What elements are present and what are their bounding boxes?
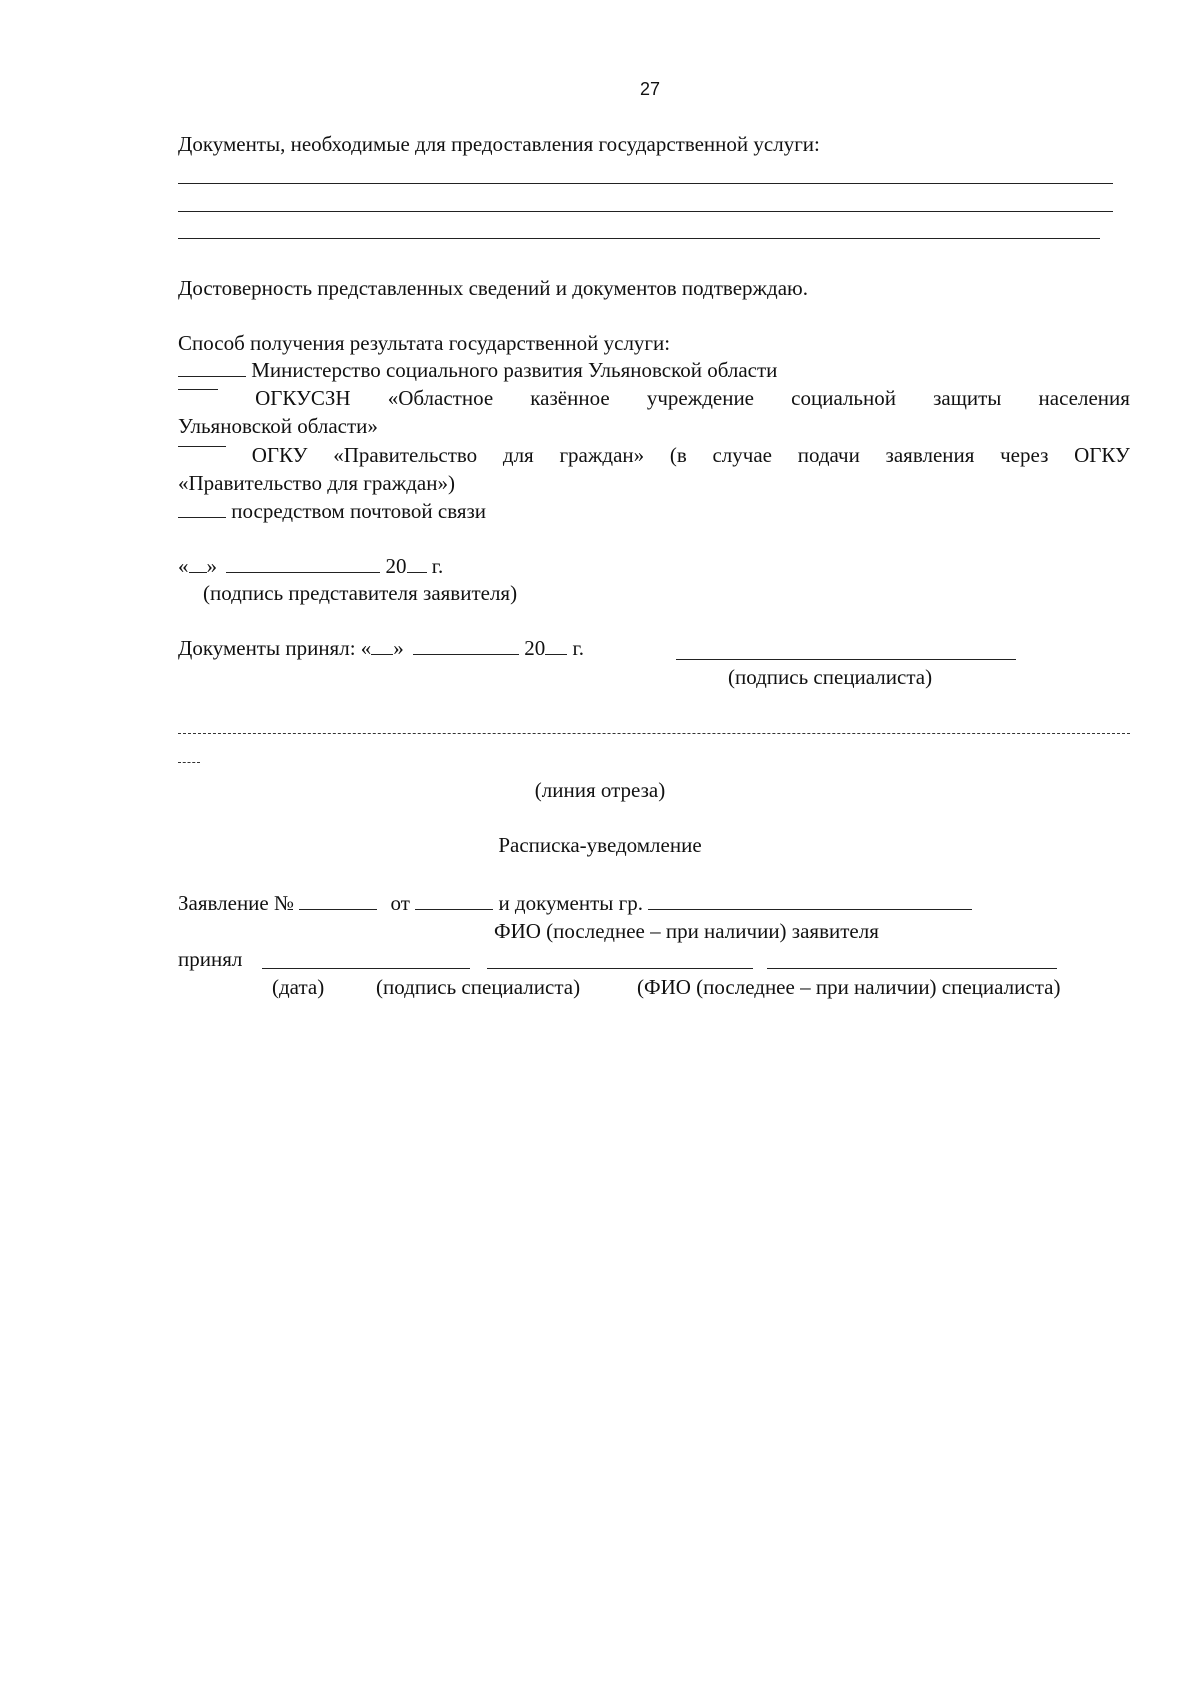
- receipt-application-line: [178, 893, 972, 914]
- accepted-year-blank: [545, 653, 567, 655]
- accepted-quote-close: »: [393, 636, 404, 660]
- accepted-label: Документы принял: «: [178, 636, 372, 660]
- application-from-label: от: [390, 891, 410, 915]
- option-ogkuszn-word: казённое: [530, 386, 610, 410]
- accepted-month-blank: [413, 653, 519, 655]
- method-heading: Способ получения результата государственной услуги:: [178, 331, 671, 355]
- documents-line-1: [178, 183, 1113, 184]
- option-ogku-word: (в: [669, 443, 687, 467]
- option-ogku-word: заявления: [885, 443, 975, 467]
- option-ogku-word: «Правительство: [333, 443, 478, 467]
- representative-signature-caption: (подпись представителя заявителя): [203, 581, 518, 605]
- date-line: [178, 556, 443, 577]
- option-ogku-word: ОГКУ: [251, 443, 308, 467]
- option-ogku-word: подачи: [797, 443, 860, 467]
- option-ogkuszn-blank: [178, 388, 218, 390]
- documents-line-2: [178, 211, 1113, 212]
- accepted-year-suffix: г.: [572, 636, 585, 660]
- option-ogku-word: случае: [712, 443, 772, 467]
- receipt-title: Расписка-уведомление: [498, 833, 702, 857]
- option-ogku-word: через: [1000, 443, 1049, 467]
- date-quote-close: »: [206, 554, 217, 578]
- date-year-blank: [407, 571, 427, 573]
- accepted-line: [178, 638, 584, 659]
- option-ogku-blank: [178, 445, 226, 447]
- receipt-signature-blank: [487, 968, 753, 969]
- application-date-blank: [415, 908, 493, 910]
- application-number-blank: [299, 908, 377, 910]
- option-ogku-word: для: [502, 443, 534, 467]
- option-ogkuszn-word: учреждение: [646, 386, 755, 410]
- option-ogkuszn-word: социальной: [791, 386, 896, 410]
- date-day-blank: [189, 571, 207, 573]
- receipt-signature-caption: (подпись специалиста): [376, 975, 581, 999]
- option-post: [178, 501, 486, 522]
- application-documents-label: и документы гр.: [498, 891, 643, 915]
- applicant-name-blank: [648, 908, 972, 910]
- documents-heading: Документы, необходимые для предоставления государственной услуги:: [178, 132, 820, 156]
- option-ogkuszn: [178, 388, 1130, 409]
- date-month-blank: [226, 571, 380, 573]
- option-ogkuszn-continued: Ульяновской области»: [178, 414, 378, 438]
- date-year-suffix: г.: [431, 554, 444, 578]
- option-ministry-blank: [178, 375, 246, 377]
- option-ogkuszn-word: защиты: [933, 386, 1002, 410]
- documents-line-3: [178, 238, 1100, 239]
- cut-line-caption: (линия отреза): [534, 778, 666, 802]
- receipt-accepted-line: [178, 949, 242, 970]
- page-number: 27: [640, 79, 661, 99]
- cut-line-wrap: [178, 762, 200, 763]
- option-post-label: посредством почтовой связи: [231, 499, 487, 523]
- option-ogkuszn-word: «Областное: [387, 386, 494, 410]
- date-year-prefix: 20: [385, 554, 407, 578]
- date-quote-open: «: [178, 554, 189, 578]
- confirmation-text: Достоверность представленных сведений и документов подтверждаю.: [178, 276, 808, 300]
- receipt-date-caption: (дата): [272, 975, 325, 999]
- accepted-day-blank: [371, 653, 393, 655]
- cut-line: [178, 733, 1130, 734]
- option-post-blank: [178, 516, 226, 518]
- option-ogkuszn-word: ОГКУСЗН: [255, 386, 351, 410]
- option-ogku-continued: «Правительство для граждан»): [178, 471, 455, 495]
- option-ogkuszn-word: населения: [1038, 386, 1130, 410]
- application-number-label: Заявление №: [178, 891, 295, 915]
- option-ogku: [178, 445, 1130, 466]
- receipt-date-blank: [262, 968, 470, 969]
- specialist-signature-line: [676, 659, 1016, 660]
- accepted-year-prefix: 20: [524, 636, 546, 660]
- option-ogku-word: ОГКУ: [1074, 443, 1130, 467]
- applicant-caption: ФИО (последнее – при наличии) заявителя: [494, 919, 879, 943]
- option-ministry: [178, 360, 777, 381]
- specialist-signature-caption: (подпись специалиста): [728, 665, 933, 689]
- receipt-specialist-name-blank: [767, 968, 1057, 969]
- receipt-specialist-caption: (ФИО (последнее – при наличии) специалиста): [637, 975, 1061, 999]
- receipt-accepted-label: принял: [178, 947, 243, 971]
- option-ministry-label: Министерство социального развития Ульяновской области: [251, 358, 778, 382]
- option-ogku-word: граждан»: [559, 443, 645, 467]
